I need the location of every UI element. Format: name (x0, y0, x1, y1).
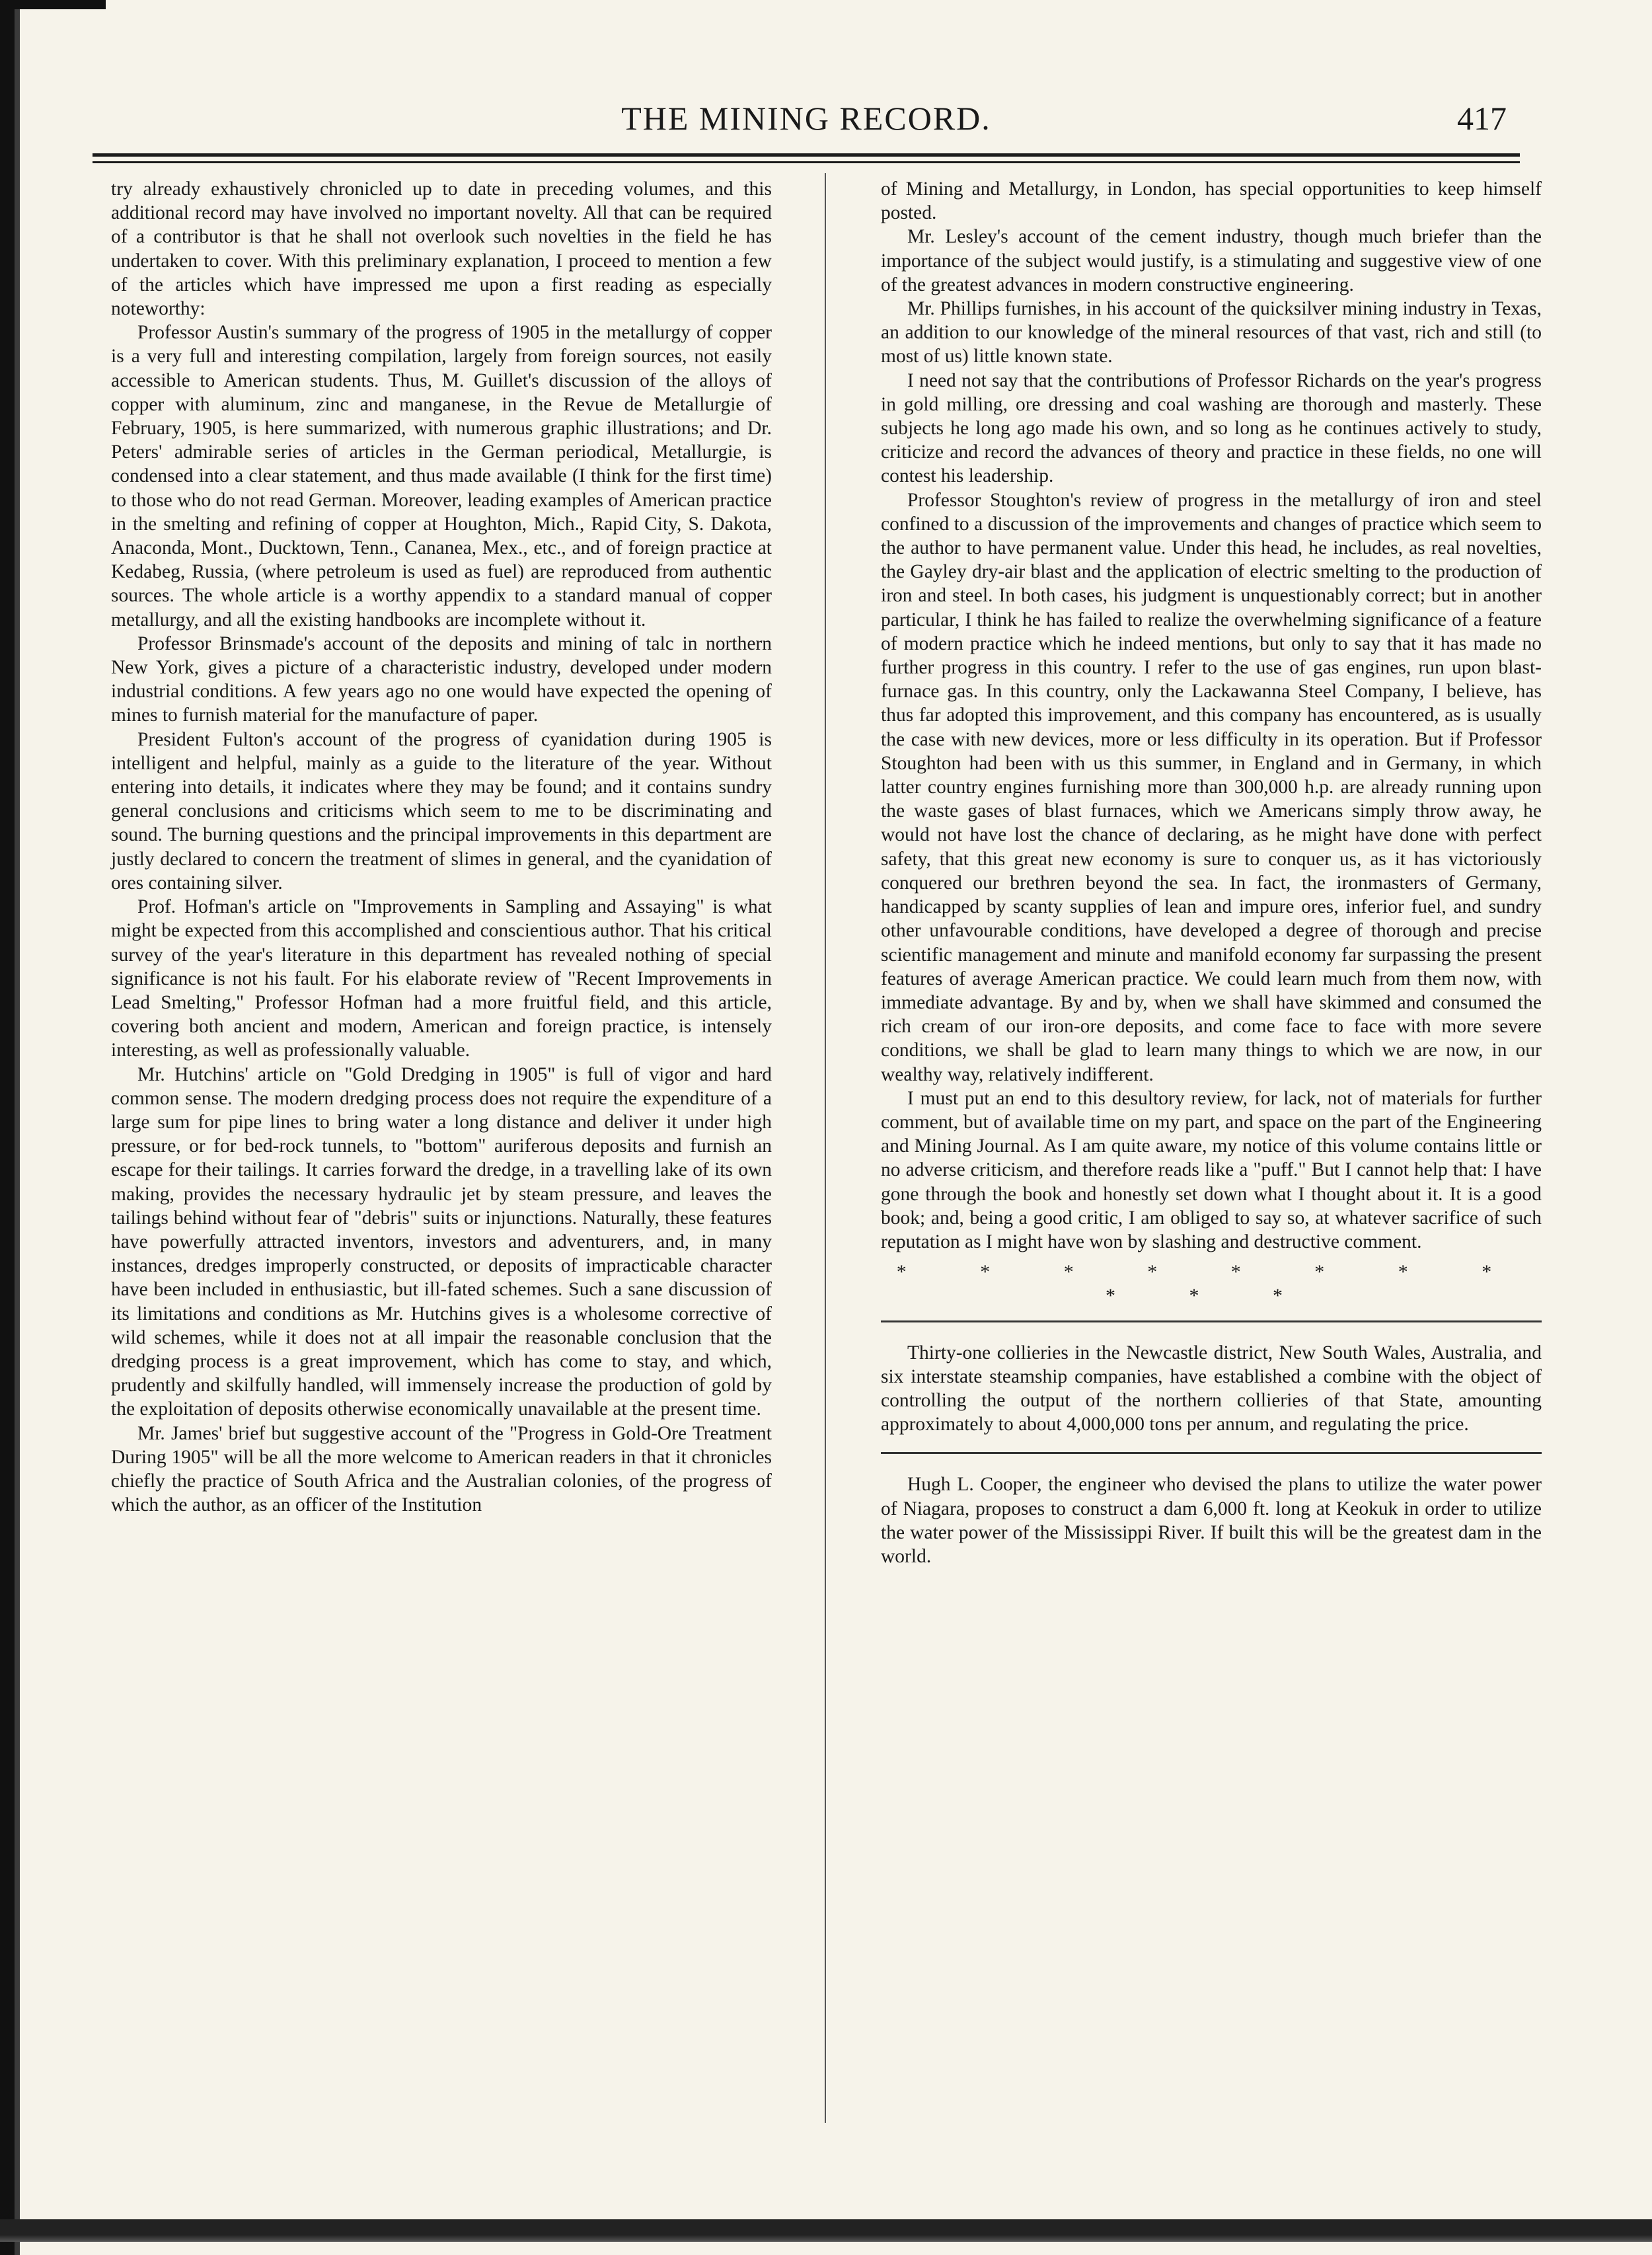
section-rule (881, 1320, 1542, 1322)
header-rule-thick (93, 153, 1520, 157)
paragraph: President Fulton's account of the progress of cyanidation during 1905 is intelligent and helpful, mainly as a guide to the literature of the year. Without entering into details, it indicates where they may be found; and it contains sundry general conclusions and criticisms which seem to me to be discriminating and sound. The burning questions and the principal improvements in this department are justly declared to concern the treatment of slimes in general, and the cyanidation of ores containing silver. (111, 728, 772, 894)
left-column (111, 177, 772, 1517)
paragraph: try already exhaustively chronicled up to date in preceding volumes, and this additional record may have involved no important novelty. All that can be required of a contributor is that he shall not overlook such novelties in the field he has undertaken to cover. With this preliminary explanation, I proceed to mention a few of the articles which have impressed me upon a first reading as especially noteworthy: (111, 178, 772, 320)
running-title: THE MINING RECORD. (621, 100, 991, 137)
news-note: Hugh L. Cooper, the engineer who devised the plans to utilize the water power of Niagara, proposes to construct a dam 6,000 ft. long at Keokuk in order to utilize the water power of the Mississippi River. If built this will be the greatest dam in the world. (881, 1474, 1542, 1567)
right-column (881, 177, 1542, 1568)
page-number: 417 (1457, 100, 1507, 137)
paragraph: of Mining and Metallurgy, in London, has special opportunities to keep himself posted. (881, 178, 1542, 224)
binding-top-mark (0, 0, 106, 9)
paragraph: Mr. James' brief but suggestive account of the "Progress in Gold-Ore Treatment During 1905" will be all the more welcome to American readers in that it chronicles chiefly the practice of South Africa and the Australian colonies, of the progress of which the author, as an officer of the Institution (111, 1422, 772, 1516)
paragraph: I must put an end to this desultory review, for lack, not of materials for further comment, but of available time on my part, and space on the part of the Engineering and Mining Journal. As I am quite aware, my notice of this volume contains little or no adverse criticism, and therefore reads like a "puff." But I cannot help that: I have gone through the book and honestly set down what I thought about it. It is a good book; and, being a good critic, I am obliged to say so, at whatever sacrifice of such reputation as I might have won by slashing and destructive comment. (881, 1087, 1542, 1252)
paragraph: Prof. Hofman's article on "Improvements in Sampling and Assaying" is what might be expected from this accomplished and conscientious author. That his critical survey of the year's literature in this department has revealed nothing of special significance is not his fault. For his elaborate review of "Recent Improvements in Lead Smelting," Professor Hofman had a more fruitful field, and this article, covering both ancient and modern, American and foreign practice, is intensely interesting, as well as professionally valuable. (111, 896, 772, 1061)
section-rule (881, 1452, 1542, 1454)
column-divider (825, 173, 826, 2123)
separator-stars: * * * * * * * * * * * (896, 1261, 1526, 1307)
paragraph: Professor Stoughton's review of progress in the metallurgy of iron and steel confined to a discussion of the improvements and changes of practice which seem to the author to have permanent value. Under this head, he includes, as real novelties, the Gayley dry-air blast and the application of electric smelting to the production of iron and steel. In both cases, his judgment is unquestionably correct; but in another particular, I think he has failed to realize the overwhelming significance of a feature of modern practice which he indeed mentions, but only to say that it has made no further progress in this country. I refer to the use of gas engines, run upon blast-furnace gas. In this country, only the Lackawanna Steel Company, I believe, has thus far adopted this improvement, and this company has encountered, as is usually the case with new devices, more or less difficulty in its operation. But if Professor Stoughton had been with us this summer, in England and in Germany, in which latter country engines furnishing more than 300,000 h.p. are already running upon the waste gases of blast furnaces, which we Americans simply throw away, he would not have lost the chance of declaring, as he might have done with perfect safety, that this great new economy is sure to conquer us, as it has victoriously conquered our brethren beyond the sea. In fact, the ironmasters of Germany, handicapped by scanty supplies of lean and impure ores, inferior fuel, and sundry other unfavourable conditions, have developed a degree of thorough and precise scientific management and minute and manifold economy far surpassing the present features of average American practice. We could learn much from them now, with immediate advantage. By and by, when we shall have skimmed and consumed the rich cream of our iron-ore deposits, and come face to face with more severe conditions, we shall be glad to learn many things to which we are now, in our wealthy way, relatively indifferent. (881, 489, 1542, 1085)
scan-bottom-edge (0, 2219, 1652, 2242)
paragraph: I need not say that the contributions of Professor Richards on the year's progress in gold milling, ore dressing and coal washing are thorough and masterly. These subjects he long ago made his own, and so long as he continues actively to study, criticize and record the advances of theory and practice in these fields, no one will contest his leadership. (881, 369, 1542, 487)
paragraph: Mr. Hutchins' article on "Gold Dredging in 1905" is full of vigor and hard common sense. The modern dredging process does not require the expenditure of a large sum for pipe lines to bring water a long distance and deliver it under high pressure, or for bed-rock tunnels, to "bottom" auriferous deposits and furnish an escape for their tailings. It carries forward the dredge, in a travelling lake of its own making, provides the necessary hydraulic jet by steam pressure, and leaves the tailings behind without fear of "debris" suits or injunctions. Naturally, these features have powerfully attracted inventors, investors and adventurers, and, in many instances, dredges improperly constructed, or deposits of impracticable character have been included in enthusiastic, but ill-fated schemes. Such a sane discussion of its limitations and conditions as Mr. Hutchins gives is a wholesome corrective of wild schemes, while it does not at all impair the reasonable conclusion that the dredging process is a great improvement, which has come to stay, and which, prudently and skilfully handled, will immensely increase the production of gold by the exploitation of deposits otherwise economically unavailable at the present time. (111, 1063, 772, 1420)
paragraph: Mr. Phillips furnishes, in his account of the quicksilver mining industry in Texas, an addition to our knowledge of the mineral resources of that vast, rich and still (to most of us) little known state. (881, 298, 1542, 367)
paragraph: Professor Brinsmade's account of the deposits and mining of talc in northern New York, gives a picture of a characteristic industry, developed under modern industrial conditions. A few years ago no one would have expected the opening of mines to furnish material for the manufacture of paper. (111, 632, 772, 726)
paragraph: Professor Austin's summary of the progress of 1905 in the metallurgy of copper is a very full and interesting compilation, largely from foreign sources, not easily accessible to American students. Thus, M. Guillet's discussion of the alloys of copper with aluminum, zinc and manganese, in the Revue de Metallurgie of February, 1905, is here summarized, with numerous graphic illustrations; and Dr. Peters' admirable series of articles in the German periodical, Metallurgie, is condensed into a clear statement, and thus made available (I think for the first time) to those who do not read German. Moreover, leading examples of American practice in the smelting and refining of copper at Houghton, Mich., Rapid City, S. Dakota, Anaconda, Mont., Ducktown, Tenn., Cananea, Mex., etc., and of foreign practice at Kedabeg, Russia, (where petroleum is used as fuel) are reproduced from authentic sources. The whole article is a worthy appendix to a standard manual of copper metallurgy, and all the existing handbooks are incomplete without it. (111, 322, 772, 631)
paragraph: Mr. Lesley's account of the cement industry, though much briefer than the importance of the subject would justify, is a stimulating and suggestive view of one of the greatest advances in modern constructive engineering. (881, 226, 1542, 295)
header-rule-thin (93, 161, 1520, 163)
binding-edge (0, 0, 34, 2255)
page-header (93, 99, 1520, 145)
news-note: Thirty-one collieries in the Newcastle district, New South Wales, Australia, and six interstate steamship companies, have established a combine with the object of controlling the output of the northern collieries of that State, amounting approximately to about 4,000,000 tons per annum, and regulating the price. (881, 1342, 1542, 1435)
